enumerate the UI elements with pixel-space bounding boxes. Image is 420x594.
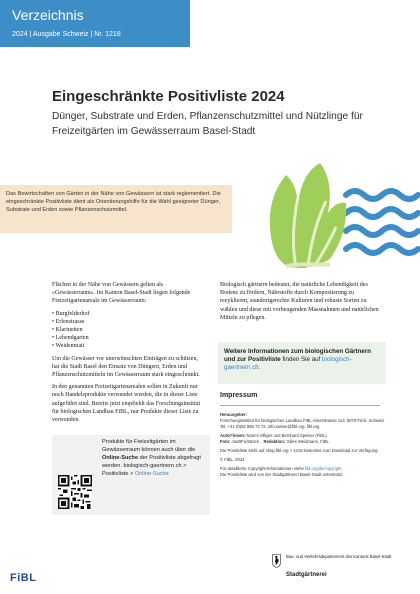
qr-text [102,438,206,478]
intro-box [0,185,232,233]
photo-text: JoeBFix/Istock [230,439,259,444]
impressum-publisher [220,412,390,430]
series-header [0,0,190,47]
info-box-link[interactable]: biologisch-gaertnern.ch. [224,356,352,372]
list-item: • Erlenstrasse [52,318,202,326]
basel-crest [272,554,281,568]
body-column-right [220,281,380,322]
stadtgaertnerei-name: Stadtgärtnerei [286,572,327,578]
department-name: Bau- und Verkehrsdepartement des Kantons Basel-Stadt [286,554,392,559]
authors-label: Autor*innen: [220,433,246,438]
editor-label: Redaktion: [263,439,286,444]
impressum-copyright: © FiBL, 2024 [220,457,245,462]
lettuce-photo [250,155,420,270]
series-subtitle: 2024 | Ausgabe Schweiz | Nr. 1218 [12,31,121,38]
impressum-download: Die Positivliste steht auf shop.fibl.org > 1218 kostenlos zum Download zur Verfügung. [220,448,379,453]
body-column-left [52,281,202,428]
online-search-link[interactable]: Online-Suche [134,471,169,477]
page-title: Eingeschränkte Positivliste 2024 [52,88,285,105]
series-title: Verzeichnis [12,7,84,23]
intro-text: Das Bewirtschaften von Gärten in der Nähe von Gewässern ist stark reglementiert. Die eingeschränkte Positivliste dient als Orientierungshilfe für die Wahl geeigneter Dünger, Substrate und Erden sowie Pflanzenschutzmittel. [6,191,221,214]
photo-label: Foto: [220,439,231,444]
impressum-support: Die Positivliste wird von der Stadtgärtnerei Basel-Stadt unterstützt. [220,472,344,477]
impressum [220,393,390,478]
publisher-text: Forschungsinstitut für biologischen Landbau FiBL Ackerstrasse 113, 5070 Frick, Schweiz Tel. +41 (0)62 865 72 72, info.suisse@fibl.org, fibl.org [220,418,385,429]
list-item: • Klarinetten [52,326,202,334]
body-paragraph-2: Um die Gewässer vor unerwünschten Einträgen zu schützen, hat die Stadt Basel den Einsatz von Düngern, Erden und Pflanzenschutzmitteln im Gewässerraum stark eingeschränkt. [52,355,200,379]
qr-text-path: der Positivliste abgefragt werden. biologisch-gaertnern.ch > Positivliste > [102,455,201,477]
editor-text: Gilles Weidmann, FiBL [285,439,329,444]
qr-code[interactable] [58,475,92,509]
qr-text-online-search: Online-Suche [102,455,139,461]
impressum-photo-editor [220,439,390,445]
info-box [218,342,386,384]
page-subtitle: Dünger, Substrate und Erden, Pflanzenschutzmittel und Nützlinge für Freizeitgärten im Gewässerraum Basel-Stadt [52,111,363,137]
authors-text: Noemi Villiger und Bernhard Speiser (FiBL) [245,433,327,438]
garden-area-list [52,310,202,351]
info-box-heading: Weitere Informationen zum biologischen Gärtnern und zur Positivliste [224,348,372,364]
info-box-text: finden Sie auf [280,356,323,364]
list-item: • Weidenmatt [52,342,202,350]
wave-graphic [346,191,418,253]
body-paragraph-4: Biologisch gärtnern bedeutet, die natürliche Lebendigkeit des Bodens zu fördern, Nährstoffe durch Kompostierung zu rezyklieren, standortgerechte Kulturen und robuste Sorten zu wählen und diese mit vorbeugenden Massnahmen und natürlichen Mitteln zu pflegen. [220,282,379,321]
impressum-title: Impressum [220,392,258,399]
qr-text-intro: Produkte für Freizeitgärten im Gewässerraum können auch über die [102,439,196,453]
list-item: • Lebendgarten [52,334,202,342]
copyright-link[interactable]: fibl.org/de/copyright. [304,466,343,471]
copyright-info-text: Für detaillierte Copyright-Informationen siehe [220,466,305,471]
body-paragraph-1: Flächen in der Nähe von Gewässern gelten als «Gewässerraum». Im Kanton Basel-Stadt liegen folgende Freizeitgartenareale im Gewässerraum: [52,282,191,305]
publisher-label: Herausgeber: [220,412,247,417]
qr-box [52,435,210,515]
list-item: • Burgfelderhof [52,310,202,318]
impressum-divider [220,405,380,406]
fibl-logo: FiBL [10,572,37,584]
body-paragraph-3: In den genannten Freizeitgartenarealen sollen in Zukunft nur noch Handelsprodukte verwendet werden, die in dieser Liste aufgeführt sind. Bereits jetzt empfiehlt das Forschungsinstitut für biologischen Landbau FiBL, nur Produkte dieser Liste zu verwenden. [52,384,201,424]
